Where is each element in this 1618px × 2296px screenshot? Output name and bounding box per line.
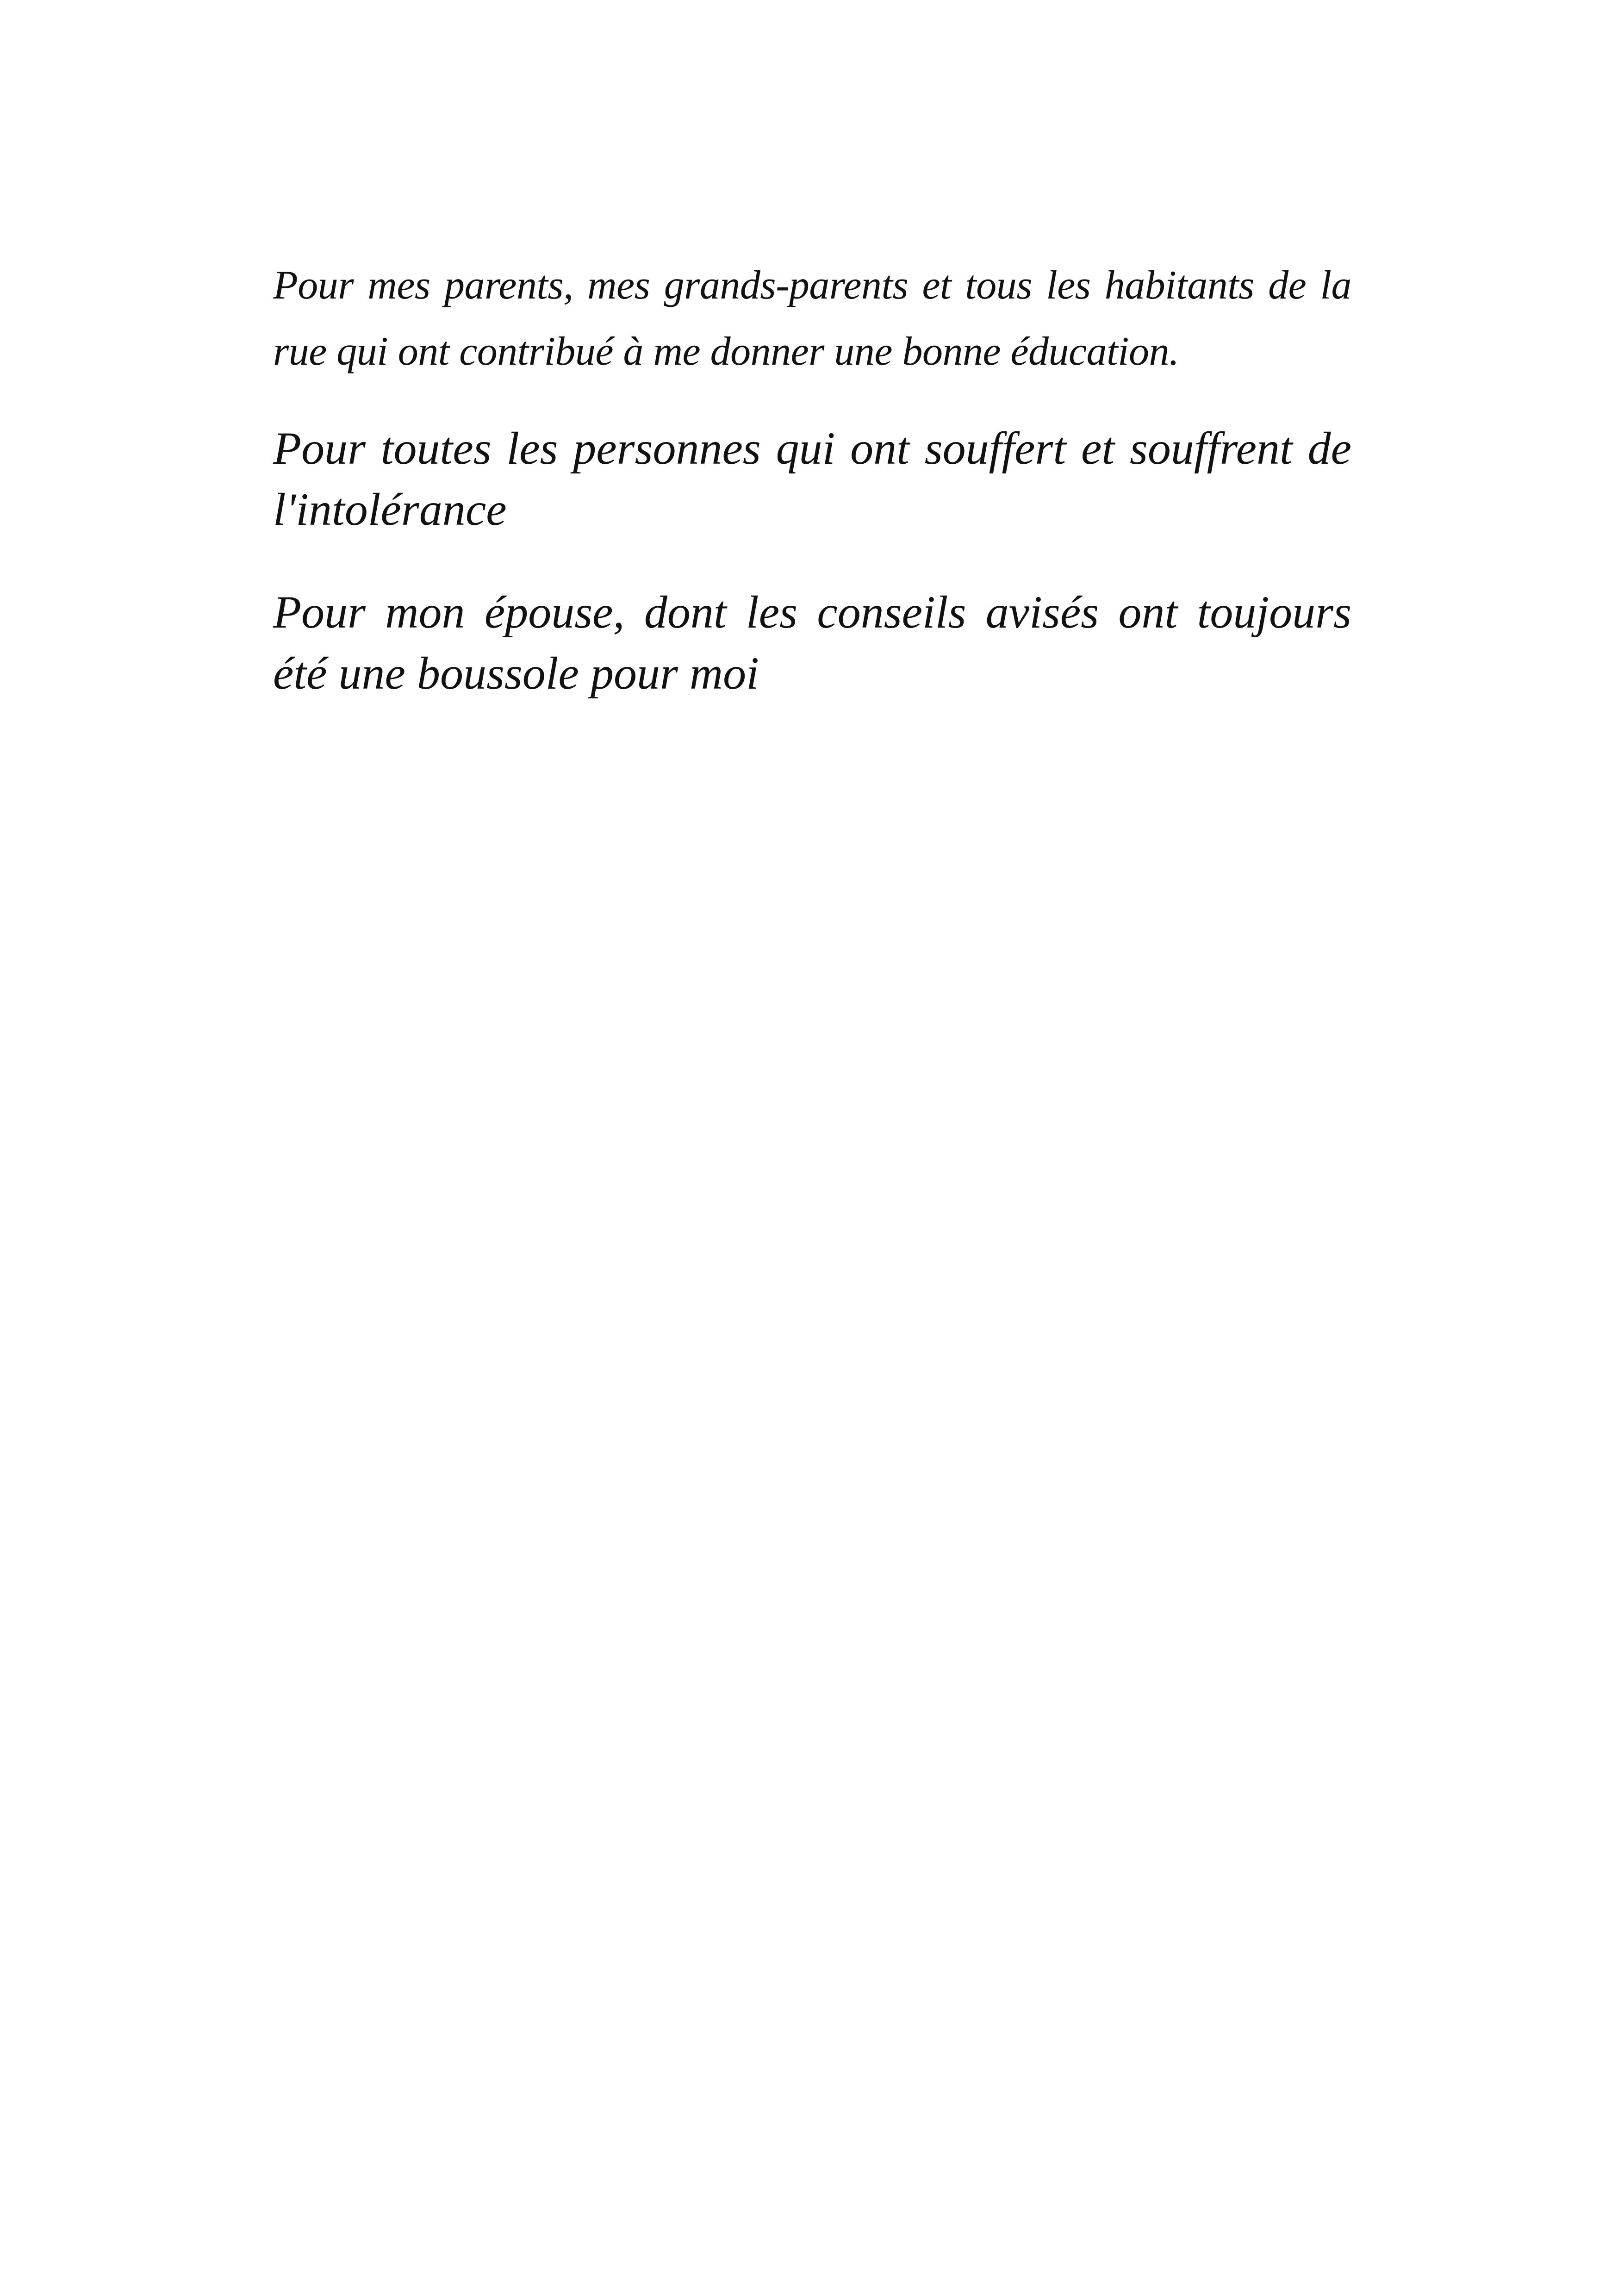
dedication-block — [273, 252, 1351, 704]
dedication-parents: Pour mes parents, mes grands-parents et tous les habitants de la rue qui ont contribué à me donner une bonne éducation. — [273, 263, 1351, 374]
dedication-spouse: Pour mon épouse, dont les conseils avisés ont toujours été une boussole pour moi — [273, 586, 1351, 699]
dedication-intolerance: Pour toutes les personnes qui ont souffert et souffrent de l'intolérance — [273, 423, 1351, 535]
